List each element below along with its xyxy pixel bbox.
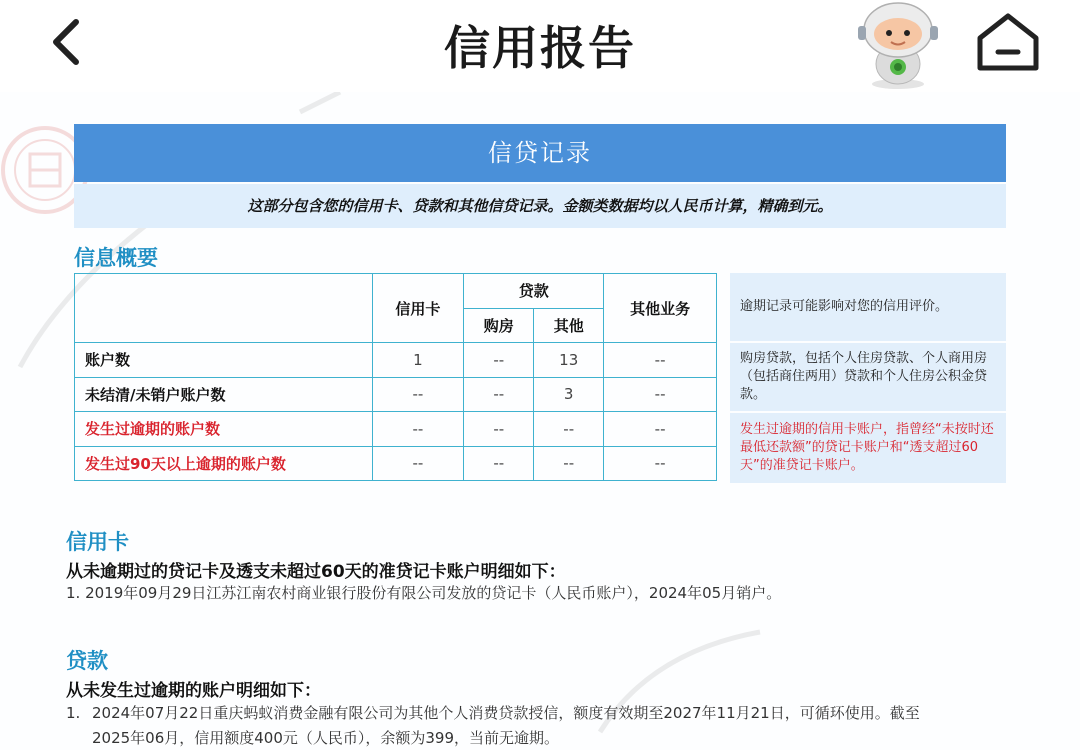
cell-housing: -- xyxy=(464,377,534,412)
header-other-business: 其他业务 xyxy=(604,274,717,343)
cell-credit-card: -- xyxy=(372,412,464,447)
section-banner-credit-records: 信贷记录 xyxy=(74,124,1006,182)
loan-item-number: 1. xyxy=(66,704,81,722)
page-title: 信用报告 xyxy=(444,21,636,75)
row-label: 未结清/未销户账户数 xyxy=(75,377,373,412)
row-label-warning: 发生过90天以上逾期的账户数 xyxy=(75,446,373,481)
cell-other-business: -- xyxy=(604,412,717,447)
cell-other-business: -- xyxy=(604,446,717,481)
header-loan: 贷款 xyxy=(464,274,604,309)
cell-housing: -- xyxy=(464,412,534,447)
summary-table xyxy=(74,273,717,481)
loan-item-line1: 2024年07月22日重庆蚂蚁消费金融有限公司为其他个人消费贷款授信，额度有效期至2027年11月21日，可循环使用。截至 xyxy=(92,704,920,722)
credit-card-item: 1. 2019年09月29日江苏江南农村商业银行股份有限公司发放的贷记卡（人民币账户），2024年05月销户。 xyxy=(66,584,782,602)
header-loan-other: 其他 xyxy=(534,308,604,343)
summary-title: 信息概要 xyxy=(74,246,158,270)
credit-report-document[interactable] xyxy=(0,92,1080,750)
loan-item-line2: 2025年06月，信用额度400元（人民币），余额为399，当前无逾期。 xyxy=(92,729,560,747)
robot-assistant-button[interactable] xyxy=(848,0,944,92)
home-button[interactable] xyxy=(972,8,1044,74)
loan-subtitle: 从未发生过逾期的账户明细如下： xyxy=(66,681,321,701)
cell-other: 13 xyxy=(534,343,604,378)
cell-other: -- xyxy=(534,412,604,447)
cell-other: -- xyxy=(534,446,604,481)
home-icon xyxy=(972,8,1044,74)
table-row xyxy=(75,412,717,447)
table-row xyxy=(75,446,717,481)
cell-credit-card: -- xyxy=(372,377,464,412)
header-loan-housing: 购房 xyxy=(464,308,534,343)
robot-assistant-icon xyxy=(848,0,944,92)
cell-credit-card: 1 xyxy=(372,343,464,378)
cell-other-business: -- xyxy=(604,343,717,378)
header-credit-card: 信用卡 xyxy=(372,274,464,343)
loan-title: 贷款 xyxy=(66,649,108,673)
notes-panel xyxy=(730,273,1006,483)
table-row xyxy=(75,343,717,378)
note-overdue-definition: 发生过逾期的信用卡账户，指曾经“未按时还最低还款额”的贷记卡账户和“透支超过60天”的准贷记卡账户。 xyxy=(730,413,1006,483)
row-label: 账户数 xyxy=(75,343,373,378)
credit-card-title: 信用卡 xyxy=(66,530,129,554)
cell-housing: -- xyxy=(464,343,534,378)
cell-other-business: -- xyxy=(604,377,717,412)
table-row xyxy=(75,377,717,412)
top-bar xyxy=(0,0,1080,92)
note-housing-loan: 购房贷款，包括个人住房贷款、个人商用房（包括商住两用）贷款和个人住房公积金贷款。 xyxy=(730,343,1006,411)
credit-card-subtitle: 从未逾期过的贷记卡及透支未超过60天的准贷记卡账户明细如下： xyxy=(66,562,566,582)
note-overdue-impact: 逾期记录可能影响对您的信用评价。 xyxy=(730,273,1006,341)
table-corner-cell xyxy=(75,274,373,343)
cell-credit-card: -- xyxy=(372,446,464,481)
cell-other: 3 xyxy=(534,377,604,412)
cell-housing: -- xyxy=(464,446,534,481)
section-description: 这部分包含您的信用卡、贷款和其他信贷记录。金额类数据均以人民币计算，精确到元。 xyxy=(74,184,1006,228)
row-label-warning: 发生过逾期的账户数 xyxy=(75,412,373,447)
